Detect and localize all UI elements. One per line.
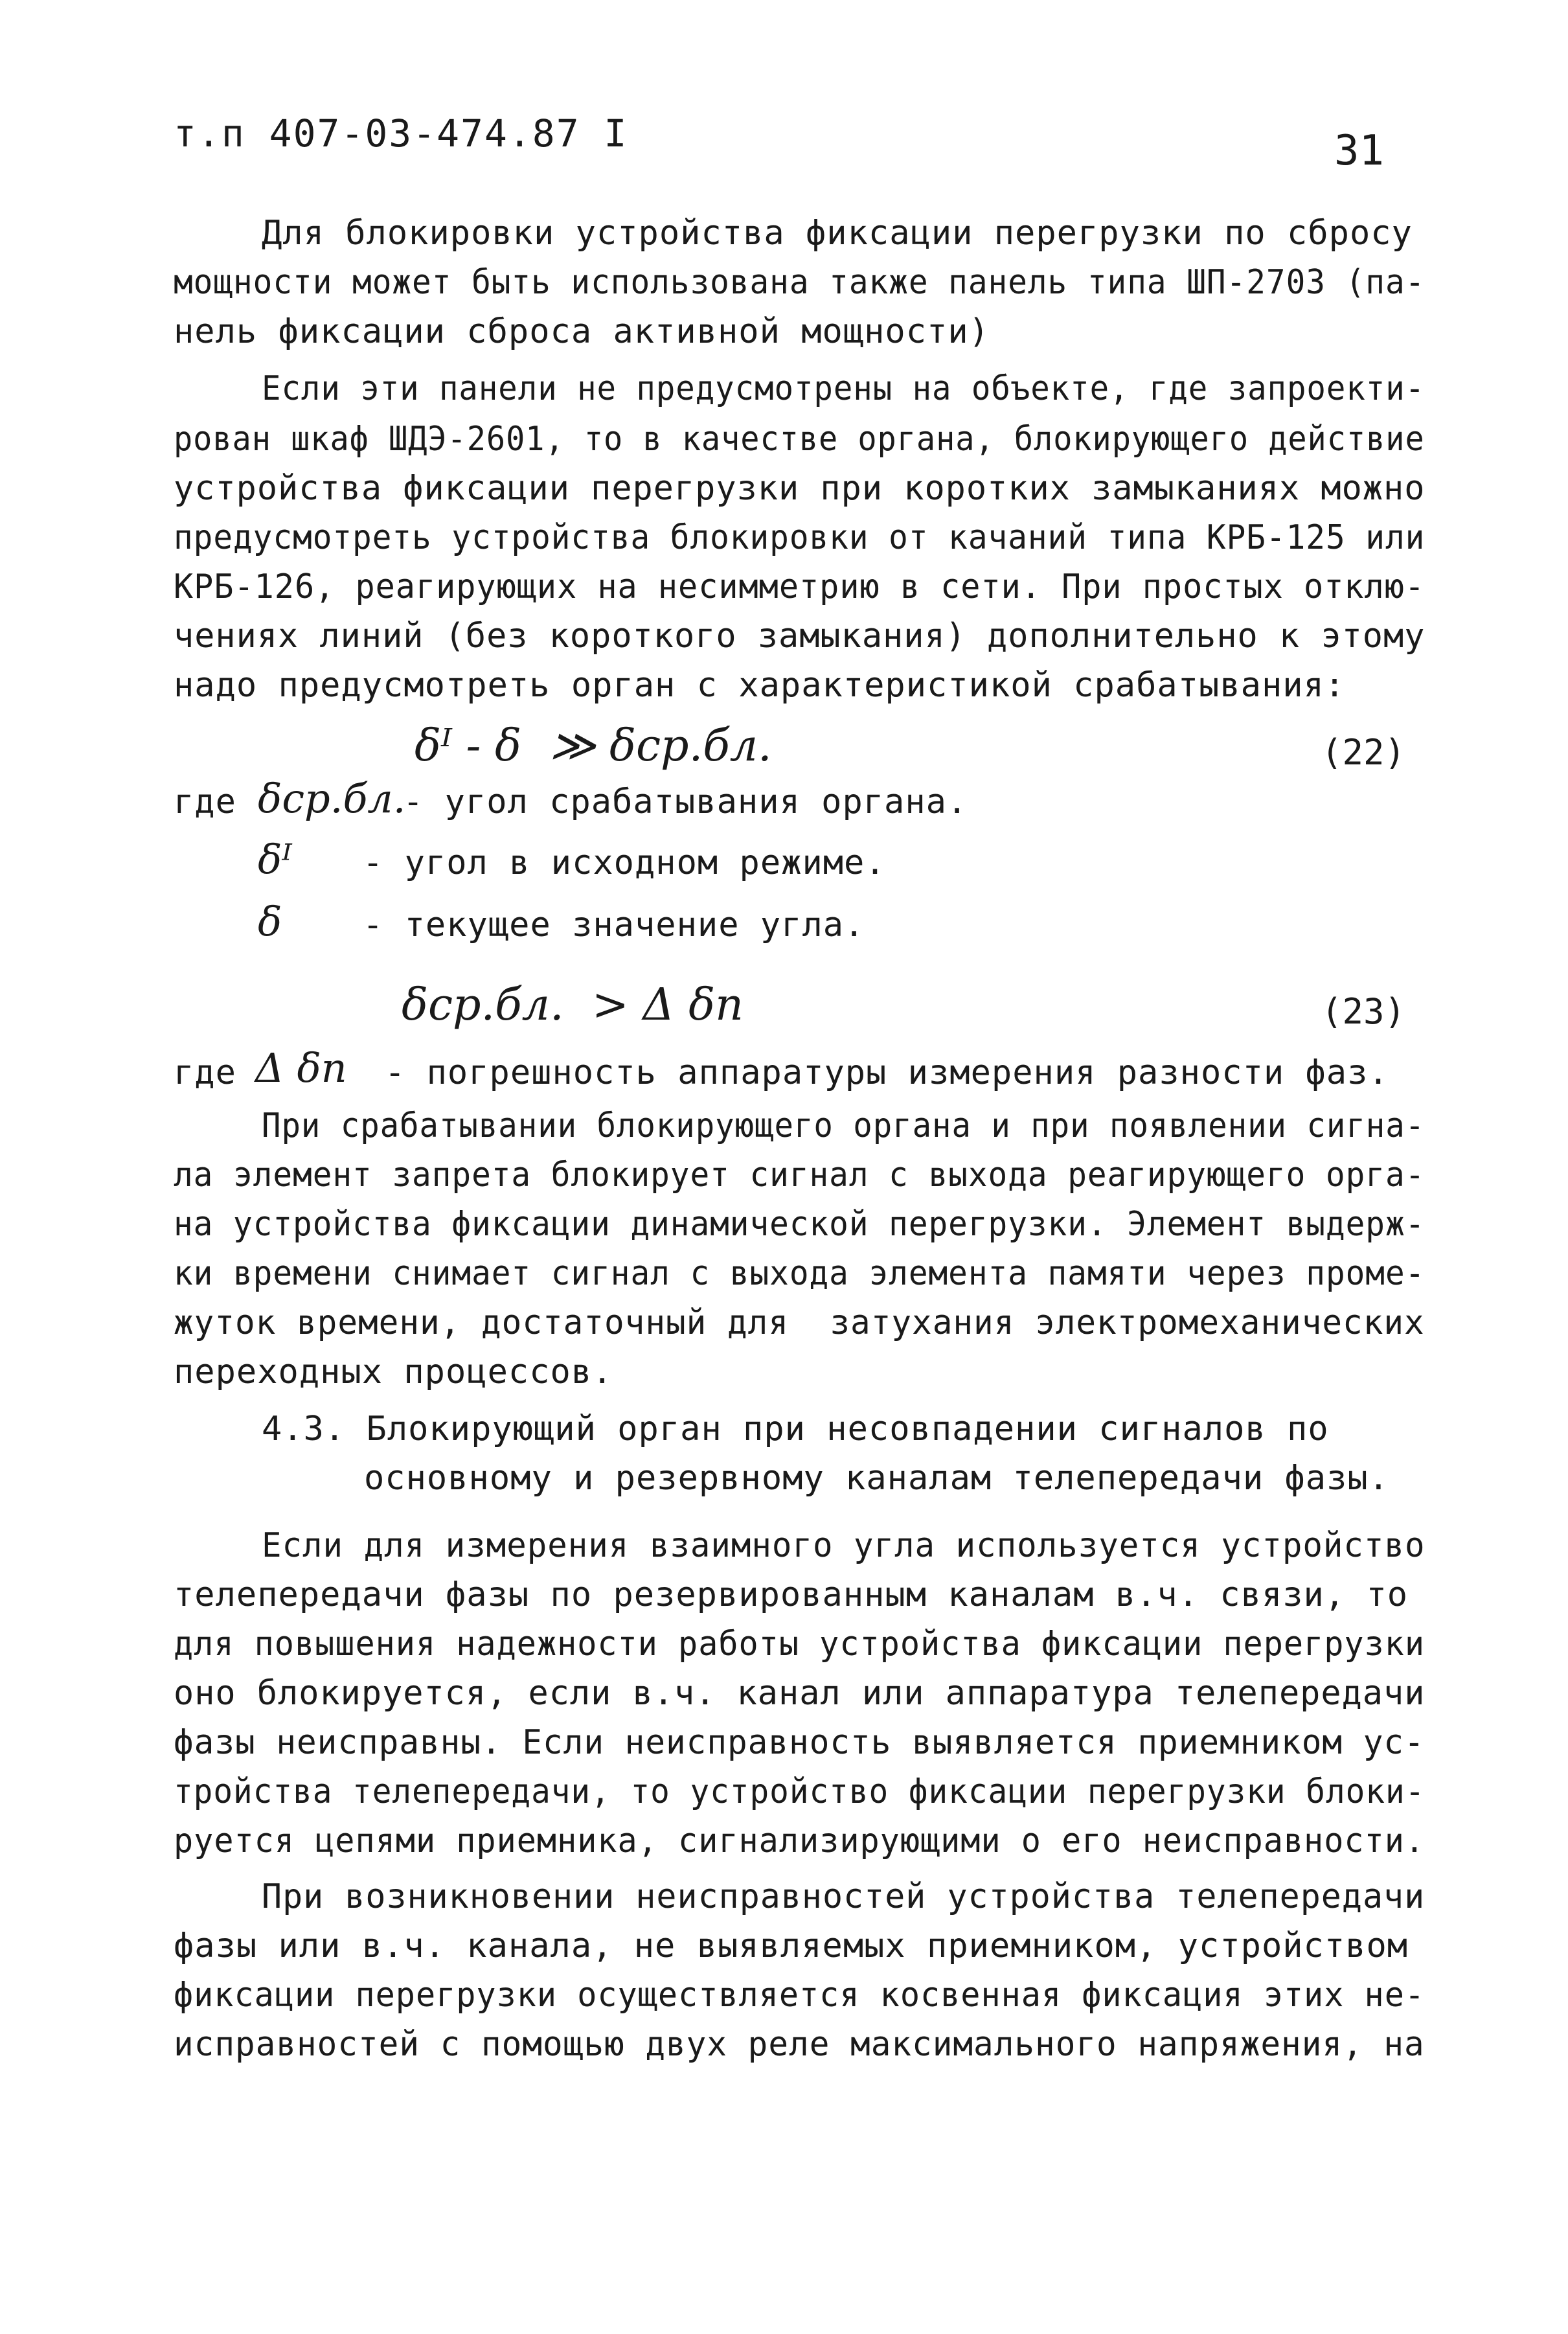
formula-23: δср.бл. > Δ δп <box>402 979 744 1031</box>
text-line: чениях линий (без короткого замыкания) дополнительно к этому <box>174 617 1426 656</box>
definition-text: - угол срабатывания органа. <box>403 783 968 821</box>
text-line: ки времени снимает сигнал с выхода элемента памяти через проме- <box>174 1254 1426 1293</box>
section-heading: 4.3. Блокирующий орган при несовпадении сигналов по <box>262 1410 1329 1448</box>
formula-23-number: (23) <box>1321 991 1406 1032</box>
text-line: на устройства фиксации динамической перегрузки. Элемент выдерж- <box>174 1205 1426 1244</box>
page-number: 31 <box>1334 127 1385 175</box>
formula-22-number: (22) <box>1321 732 1406 773</box>
text-line: Если эти панели не предусмотрены на объекте, где запроекти- <box>262 369 1426 408</box>
text-line: оно блокируется, если в.ч. канал или аппаратура телепередачи <box>174 1674 1426 1713</box>
text-line: для повышения надежности работы устройства фиксации перегрузки <box>174 1625 1426 1664</box>
text-line: При срабатывании блокирующего органа и при появлении сигна- <box>262 1106 1426 1145</box>
symbol-delta: δ <box>258 898 282 945</box>
where-label: где <box>174 783 236 821</box>
text-line: тройства телепередачи, то устройство фиксации перегрузки блоки- <box>174 1772 1426 1811</box>
symbol-delta-sr-bl: δср.бл. <box>258 775 406 822</box>
text-line: предусмотреть устройства блокировки от качаний типа КРБ-125 или <box>174 518 1426 557</box>
text-line: ла элемент запрета блокирует сигнал с выхода реагирующего орга- <box>174 1156 1426 1195</box>
text-line: рован шкаф ШДЭ-2601, то в качестве органа, блокирующего действие <box>174 420 1425 459</box>
text-line: фиксации перегрузки осуществляется косвенная фиксация этих не- <box>174 1976 1426 2015</box>
text-line: телепередачи фазы по резервированным каналам в.ч. связи, то <box>174 1575 1409 1614</box>
text-line: нель фиксации сброса активной мощности) <box>174 312 990 351</box>
text-line: жуток времени, достаточный для затухания электромеханических <box>174 1303 1425 1342</box>
definition-text: - текущее значение угла. <box>363 906 865 944</box>
definition-text: - угол в исходном режиме. <box>363 843 886 882</box>
text-line: При возникновении неисправностей устройства телепередачи <box>262 1877 1426 1916</box>
definition-text: - погрешность аппаратуры измерения разности фаз. <box>385 1053 1389 1092</box>
text-line: устройства фиксации перегрузки при коротких замыканиях можно <box>174 469 1426 508</box>
text-line: фазы или в.ч. канала, не выявляемых приемником, устройством <box>174 1927 1409 1965</box>
symbol-delta-error: Δ δп <box>255 1044 347 1092</box>
text-line: переходных процессов. <box>174 1353 613 1391</box>
symbol-delta-initial: δᴵ <box>258 836 292 883</box>
text-line: руется цепями приемника, сигнализирующими о его неисправности. <box>174 1822 1426 1860</box>
text-line: КРБ-126, реагирующих на несимметрию в сети. При простых отклю- <box>174 567 1426 606</box>
text-line: фазы неисправны. Если неисправность выявляется приемником ус- <box>174 1723 1425 1762</box>
text-line: мощности может быть использована также панель типа ШП-2703 (па- <box>174 263 1426 302</box>
section-heading: основному и резервному каналам телепередачи фазы. <box>364 1459 1390 1498</box>
text-line: исправностей с помощью двух реле максимального напряжения, на <box>174 2025 1425 2064</box>
where-label: где <box>174 1053 236 1092</box>
document-code: т.п 407-03-474.87 I <box>174 111 628 155</box>
text-line: надо предусмотреть орган с характеристикой срабатывания: <box>174 666 1346 705</box>
formula-22: δᴵ - δ ≫ δср.бл. <box>415 720 772 772</box>
text-line: Если для измерения взаимного угла используется устройство <box>262 1526 1426 1565</box>
text-line: Для блокировки устройства фиксации перегрузки по сбросу <box>262 214 1413 253</box>
